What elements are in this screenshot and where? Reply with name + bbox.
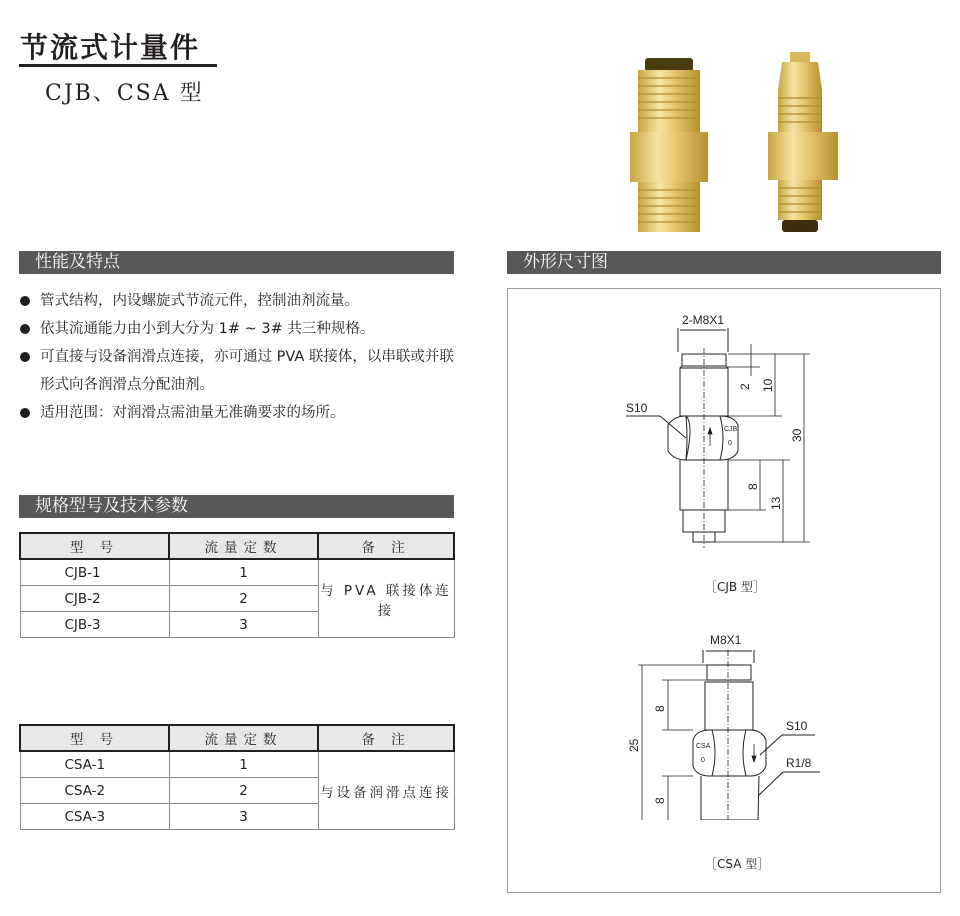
flow-cell: 2 (169, 778, 318, 804)
svg-text:2: 2 (738, 383, 752, 390)
cjb-hex-label: S10 (626, 401, 648, 415)
feature-item: 依其流通能力由小到大分为 1# ~ 3# 共三种规格。 (18, 315, 458, 343)
bullet-icon (20, 324, 30, 334)
title-underline (19, 64, 217, 67)
flow-cell: 1 (169, 751, 318, 778)
flow-cell: 3 (169, 804, 318, 830)
flow-cell: 3 (169, 612, 318, 638)
note-cell: 与 PVA 联接体连接 (318, 559, 454, 638)
page-title: 节流式计量件 (20, 31, 201, 64)
features-list (18, 287, 458, 427)
csa-hex-label: S10 (786, 719, 808, 733)
cjb-spec-table (19, 532, 455, 638)
model-cell: CJB-1 (20, 559, 169, 586)
csa-caption: ［CSA 型］ (705, 857, 770, 871)
cjb-photo (630, 58, 708, 232)
svg-text:8: 8 (653, 705, 667, 712)
csa-pipe-thread-label: R1/8 (786, 756, 812, 770)
bullet-icon (20, 408, 30, 418)
column-header-model: 型 号 (20, 725, 169, 751)
svg-text:13: 13 (769, 496, 783, 510)
svg-text:25: 25 (627, 738, 641, 752)
cjb-drawing (600, 300, 840, 560)
drawings-heading: 外形尺寸图 (507, 251, 941, 274)
bullet-icon (20, 352, 30, 362)
table-header-row (20, 725, 454, 751)
column-header-note: 备 注 (318, 533, 454, 559)
svg-text:10: 10 (761, 378, 775, 392)
cjb-caption: ［CJB 型］ (705, 580, 765, 594)
cjb-thread-label: 2-M8X1 (682, 313, 725, 327)
specs-heading: 规格型号及技术参数 (19, 495, 454, 518)
svg-text:8: 8 (653, 797, 667, 804)
column-header-flow: 流量定数 (169, 533, 318, 559)
flow-cell: 1 (169, 559, 318, 586)
svg-text:0: 0 (728, 440, 732, 447)
svg-text:8: 8 (746, 483, 760, 490)
column-header-note: 备 注 (318, 725, 454, 751)
csa-spec-table (19, 724, 455, 830)
feature-item: 管式结构，内设螺旋式节流元件，控制油剂流量。 (18, 287, 458, 315)
flow-cell: 2 (169, 586, 318, 612)
column-header-flow: 流量定数 (169, 725, 318, 751)
feature-item: 可直接与设备润滑点连接，亦可通过 PVA 联接体，以串联或并联形式向各润滑点分配油剂。 (18, 343, 458, 399)
svg-text:CJB: CJB (724, 426, 738, 433)
model-cell: CSA-2 (20, 778, 169, 804)
svg-text:0: 0 (701, 757, 705, 764)
csa-thread-label: M8X1 (710, 633, 742, 647)
svg-text:30: 30 (790, 428, 804, 442)
column-header-model: 型 号 (20, 533, 169, 559)
note-cell: 与设备润滑点连接 (318, 751, 454, 830)
csa-drawing (600, 620, 840, 820)
feature-item: 适用范围：对润滑点需油量无准确要求的场所。 (18, 399, 458, 427)
page-subtitle: CJB、CSA 型 (45, 81, 204, 106)
bullet-icon (20, 296, 30, 306)
table-row (20, 751, 454, 778)
model-cell: CSA-3 (20, 804, 169, 830)
model-cell: CJB-2 (20, 586, 169, 612)
model-cell: CJB-3 (20, 612, 169, 638)
product-photo (600, 40, 840, 235)
features-heading: 性能及特点 (19, 251, 454, 274)
table-row (20, 559, 454, 586)
model-cell: CSA-1 (20, 751, 169, 778)
svg-text:CSA: CSA (696, 743, 711, 750)
table-header-row (20, 533, 454, 559)
csa-photo (768, 52, 838, 232)
